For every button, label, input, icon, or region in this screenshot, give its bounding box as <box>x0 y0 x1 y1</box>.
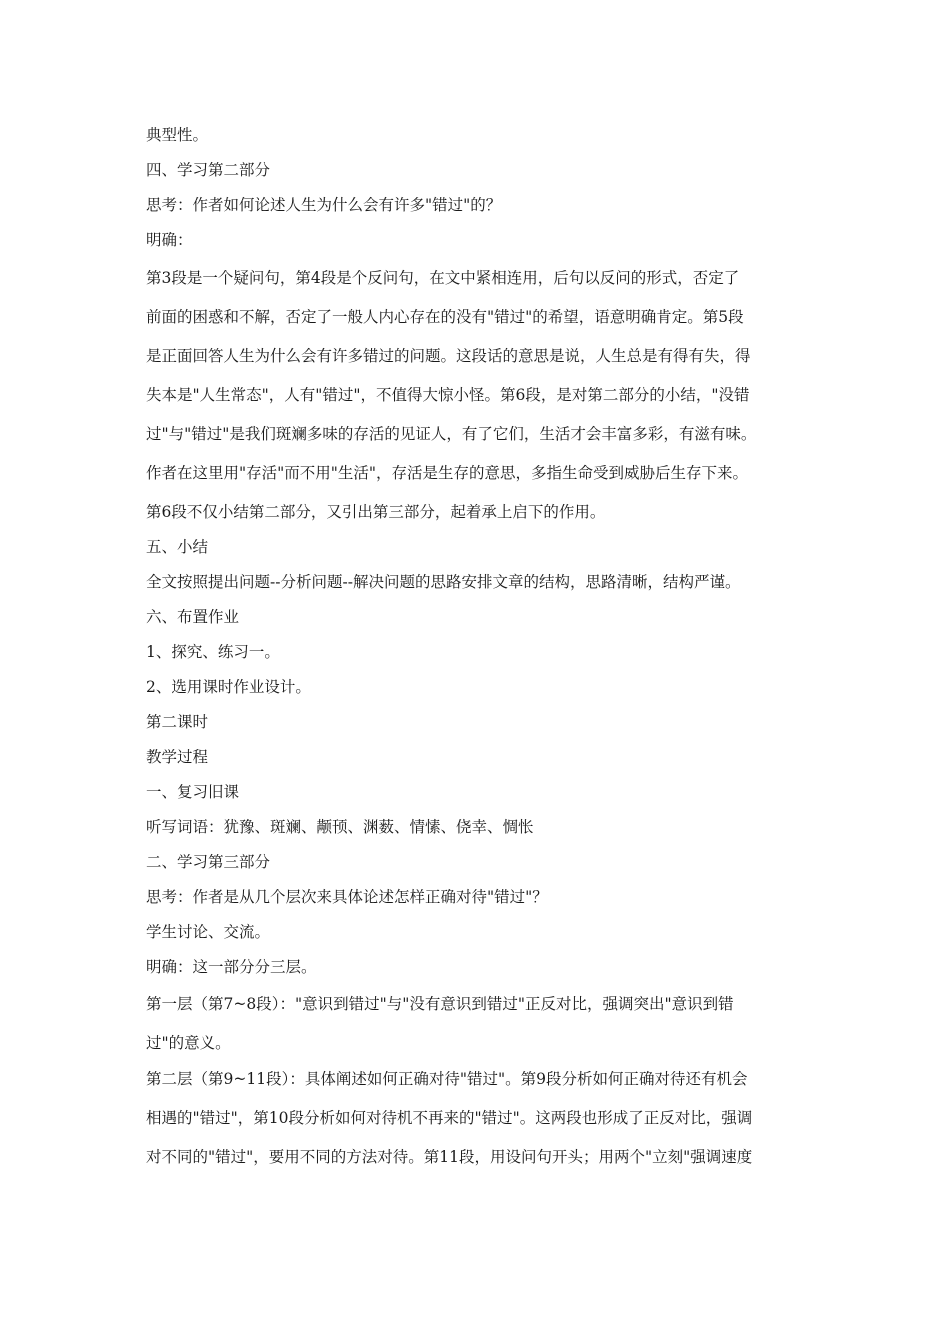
text-line: 思考：作者是从几个层次来具体论述怎样正确对待"错过"？ <box>146 888 548 906</box>
list-item: 1、探究、练习一。 <box>146 643 280 661</box>
section-heading: 第二课时 <box>146 713 209 731</box>
section-heading: 一、复习旧课 <box>146 783 240 801</box>
text-line: 思考：作者如何论述人生为什么会有许多"错过"的？ <box>146 196 502 214</box>
document-body <box>146 118 810 1175</box>
text-line: 对不同的"错过"，要用不同的方法对待。第11段，用设问句开头；用两个"立刻"强调速度 <box>146 1148 753 1166</box>
text-line: 明确： <box>146 231 193 249</box>
text-line: 第二层（第9~11段）：具体阐述如何正确对待"错过"。第9段分析如何正确对待还有机会 <box>146 1070 748 1088</box>
text-line: 失本是"人生常态"，人有"错过"，不值得大惊小怪。第6段，是对第二部分的小结，"没错 <box>146 386 750 404</box>
text-line: 过"的意义。 <box>146 1034 231 1052</box>
text-line: 第3段是一个疑问句，第4段是个反问句，在文中紧相连用，后句以反问的形式，否定了 <box>146 269 740 287</box>
text-line: 是正面回答人生为什么会有许多错过的问题。这段话的意思是说，人生总是有得有失，得 <box>146 347 751 365</box>
text-line: 第6段不仅小结第二部分，又引出第三部分，起着承上启下的作用。 <box>146 503 606 521</box>
text-line: 相遇的"错过"，第10段分析如何对待机不再来的"错过"。这两段也形成了正反对比，强调 <box>146 1109 753 1127</box>
section-heading: 六、布置作业 <box>146 608 240 626</box>
list-item: 2、选用课时作业设计。 <box>146 678 311 696</box>
section-heading: 教学过程 <box>146 748 209 766</box>
text-line: 明确：这一部分分三层。 <box>146 958 317 976</box>
text-line: 典型性。 <box>146 126 209 144</box>
text-line: 学生讨论、交流。 <box>146 923 271 941</box>
section-heading: 二、学习第三部分 <box>146 853 271 871</box>
text-line: 前面的困惑和不解，否定了一般人内心存在的没有"错过"的希望，语意明确肯定。第5段 <box>146 308 744 326</box>
text-line: 第一层（第7~8段）："意识到错过"与"没有意识到错过"正反对比，强调突出"意识到错 <box>146 995 734 1013</box>
text-line: 作者在这里用"存活"而不用"生活"，存活是生存的意思，多指生命受到威胁后生存下来。 <box>146 464 749 482</box>
section-heading: 五、小结 <box>146 538 209 556</box>
section-heading: 四、学习第二部分 <box>146 161 271 179</box>
text-line: 听写词语：犹豫、斑斓、颟顸、渊薮、情愫、侥幸、惆怅 <box>146 818 534 836</box>
text-line: 全文按照提出问题--分析问题--解决问题的思路安排文章的结构，思路清晰，结构严谨。 <box>146 573 741 591</box>
text-line: 过"与"错过"是我们斑斓多味的存活的见证人，有了它们，生活才会丰富多彩，有滋有味。 <box>146 425 757 443</box>
